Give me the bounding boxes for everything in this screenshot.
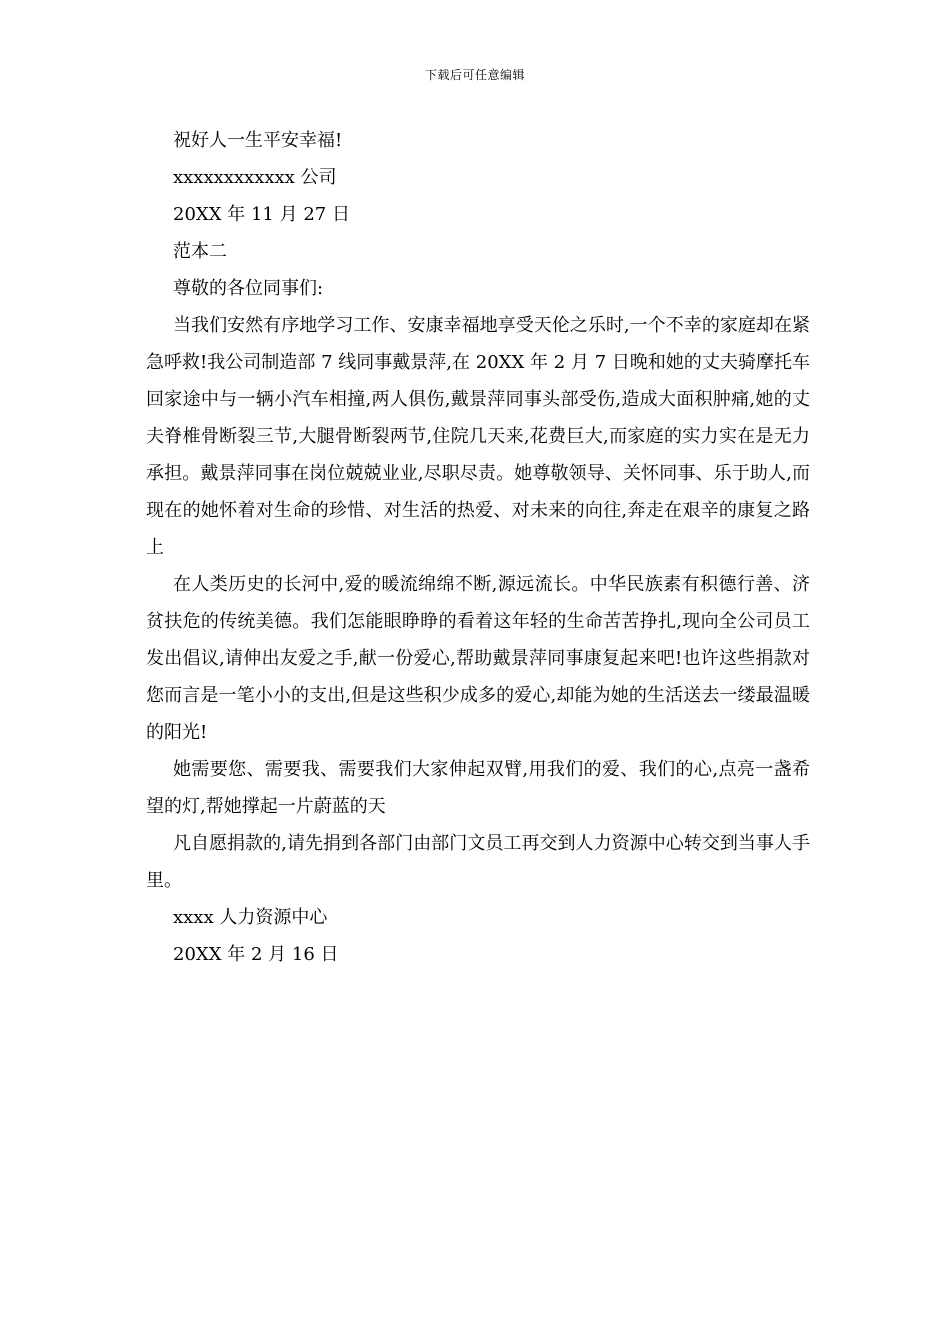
header-note: 下载后可任意编辑 [424, 68, 525, 82]
department-signature: xxxx 人力资源中心 [173, 907, 328, 928]
document-body [146, 122, 810, 973]
paragraph-instructions: 凡自愿捐款的,请先捐到各部门由部门文员工再交到人力资源中心转交到当事人手里。 [146, 833, 810, 891]
closing-wish: 祝好人一生平安幸福! [173, 130, 343, 151]
section-title: 范本二 [173, 241, 227, 262]
paragraph-hope: 她需要您、需要我、需要我们大家伸起双臂,用我们的爱、我们的心,点亮一盏希望的灯,帮她撑起一片蔚蓝的天 [146, 759, 810, 817]
signature-date: 20XX 年 11 月 27 日 [173, 204, 350, 225]
paragraph-appeal: 在人类历史的长河中,爱的暖流绵绵不断,源远流长。中华民族素有积德行善、济贫扶危的传统美德。我们怎能眼睁睁的看着这年轻的生命苦苦挣扎,现向全公司员工发出倡议,请伸出友爱之手,献一份爱心,帮助戴景萍同事康复起来吧!也许这些捐款对您而言是一笔小小的支出,但是这些积少成多的爱心,却能为她的生活送去一缕最温暖的阳光! [146, 574, 810, 743]
paragraph-incident: 当我们安然有序地学习工作、安康幸福地享受天伦之乐时,一个不幸的家庭却在紧急呼救!我公司制造部 7 线同事戴景萍,在 20XX 年 2 月 7 日晚和她的丈夫骑摩托车回家途中与一辆小汽车相撞,两人俱伤,戴景萍同事头部受伤,造成大面积肿痛,她的丈夫脊椎骨断裂三节,大腿骨断裂两节,住院几天来,花费巨大,而家庭的实力实在是无力承担。戴景萍同事在岗位兢兢业业,尽职尽责。她尊敬领导、关怀同事、乐于助人,而现在的她怀着对生命的珍惜、对生活的热爱、对未来的向往,奔走在艰辛的康复之路上 [146, 315, 810, 558]
salutation: 尊敬的各位同事们: [173, 278, 324, 299]
appeal-date: 20XX 年 2 月 16 日 [173, 944, 339, 965]
company-signature: xxxxxxxxxxxx 公司 [173, 167, 337, 188]
